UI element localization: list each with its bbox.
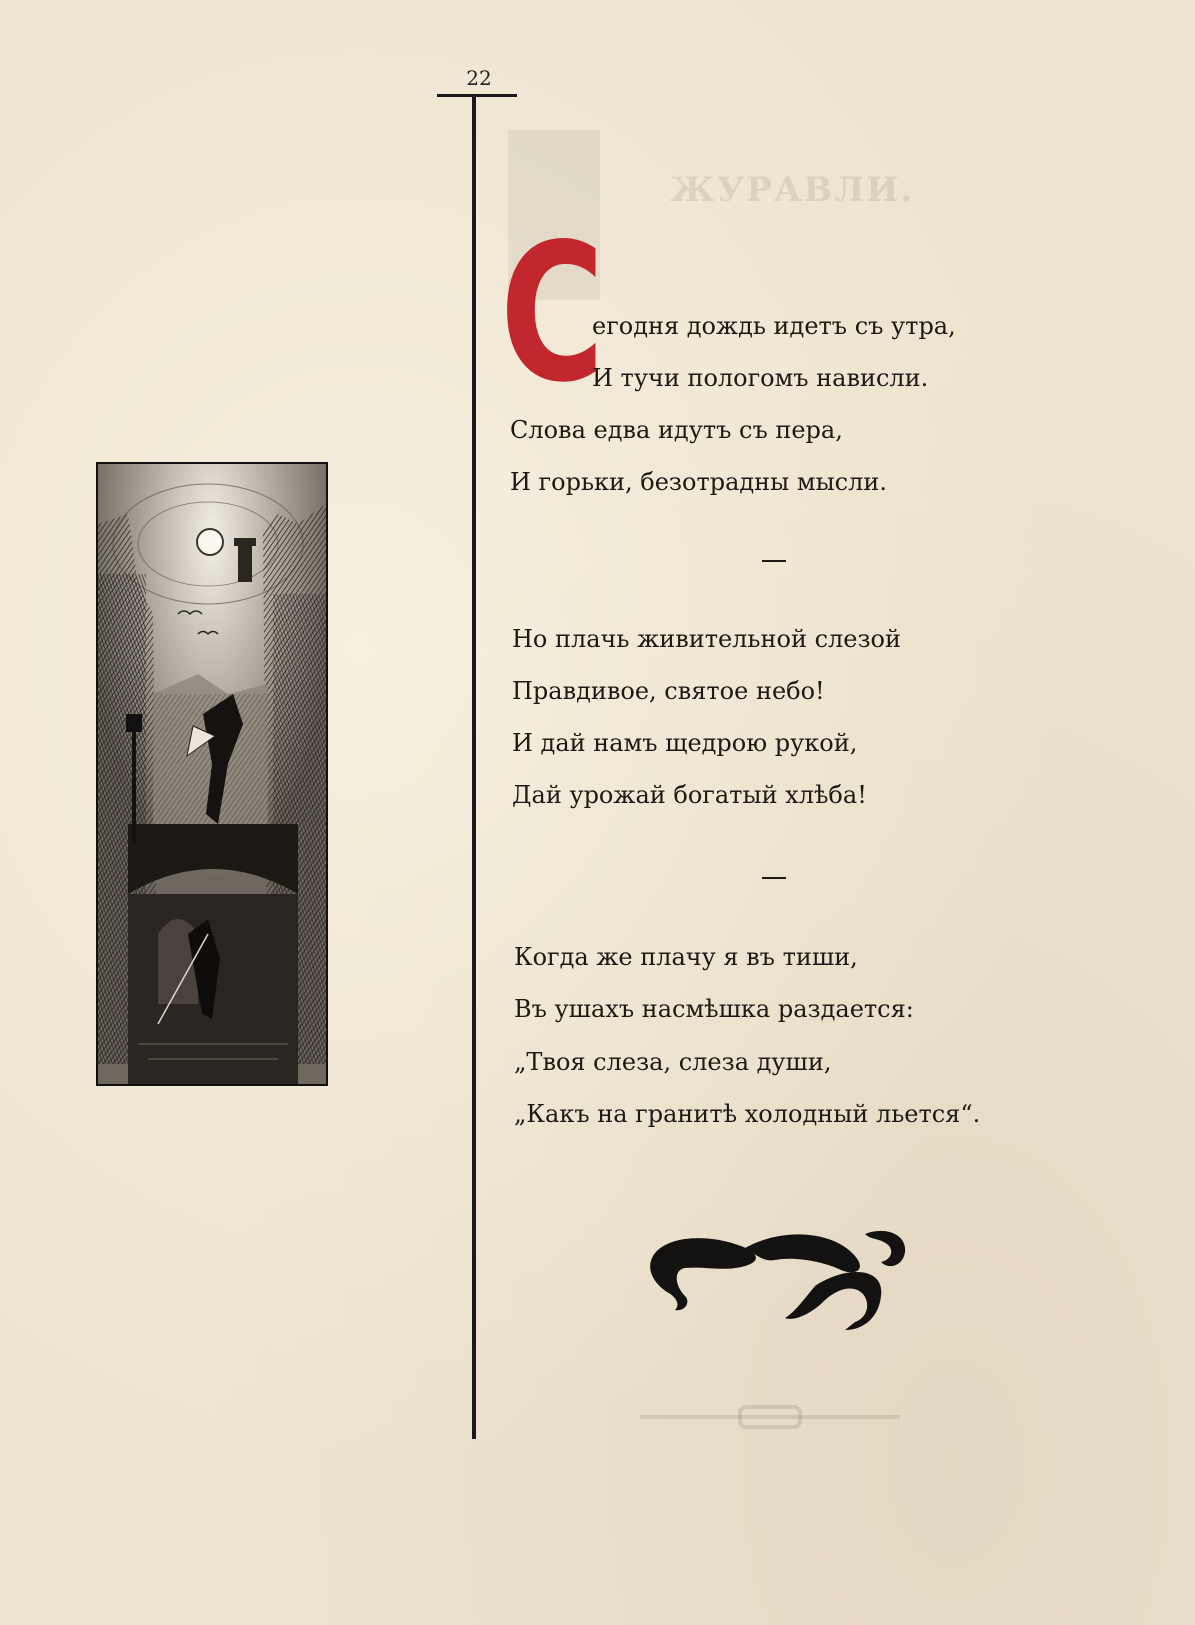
show-through-title: ЖУРАВЛИ. (670, 170, 915, 210)
poem-line: Слова едва идутъ съ пера, (510, 416, 843, 444)
poem-line: И дай намъ щедрою рукой, (512, 729, 858, 757)
poem-line: Дай урожай богатый хлѣба! (512, 781, 867, 809)
poem-line: Въ ушахъ насмѣшка раздается: (514, 995, 914, 1023)
poem-line: Когда же плачу я въ тиши, (514, 943, 858, 971)
poem-line: егодня дождь идетъ съ утра, (592, 312, 956, 340)
poem-line: „Твоя слеза, слеза души, (514, 1048, 832, 1076)
vertical-rule (472, 97, 476, 1439)
stanza-separator (762, 560, 786, 562)
poem-line: И тучи пологомъ нависли. (592, 364, 929, 392)
poem-line: И горьки, безотрадны мысли. (510, 468, 887, 496)
show-through-ornament (640, 1405, 900, 1429)
page-number-rule (437, 94, 517, 97)
page-number: 22 (466, 66, 492, 90)
poem-line: „Какъ на гранитѣ холодный льется“. (514, 1100, 981, 1128)
drop-cap-letter: С (500, 203, 605, 424)
stanza-separator (762, 877, 786, 879)
poem-line: Правдивое, святое небо! (512, 677, 825, 705)
engraving-illustration (96, 462, 328, 1086)
poem-line: Но плачь живительной слезой (512, 625, 901, 653)
tailpiece-ornament (645, 1226, 911, 1334)
